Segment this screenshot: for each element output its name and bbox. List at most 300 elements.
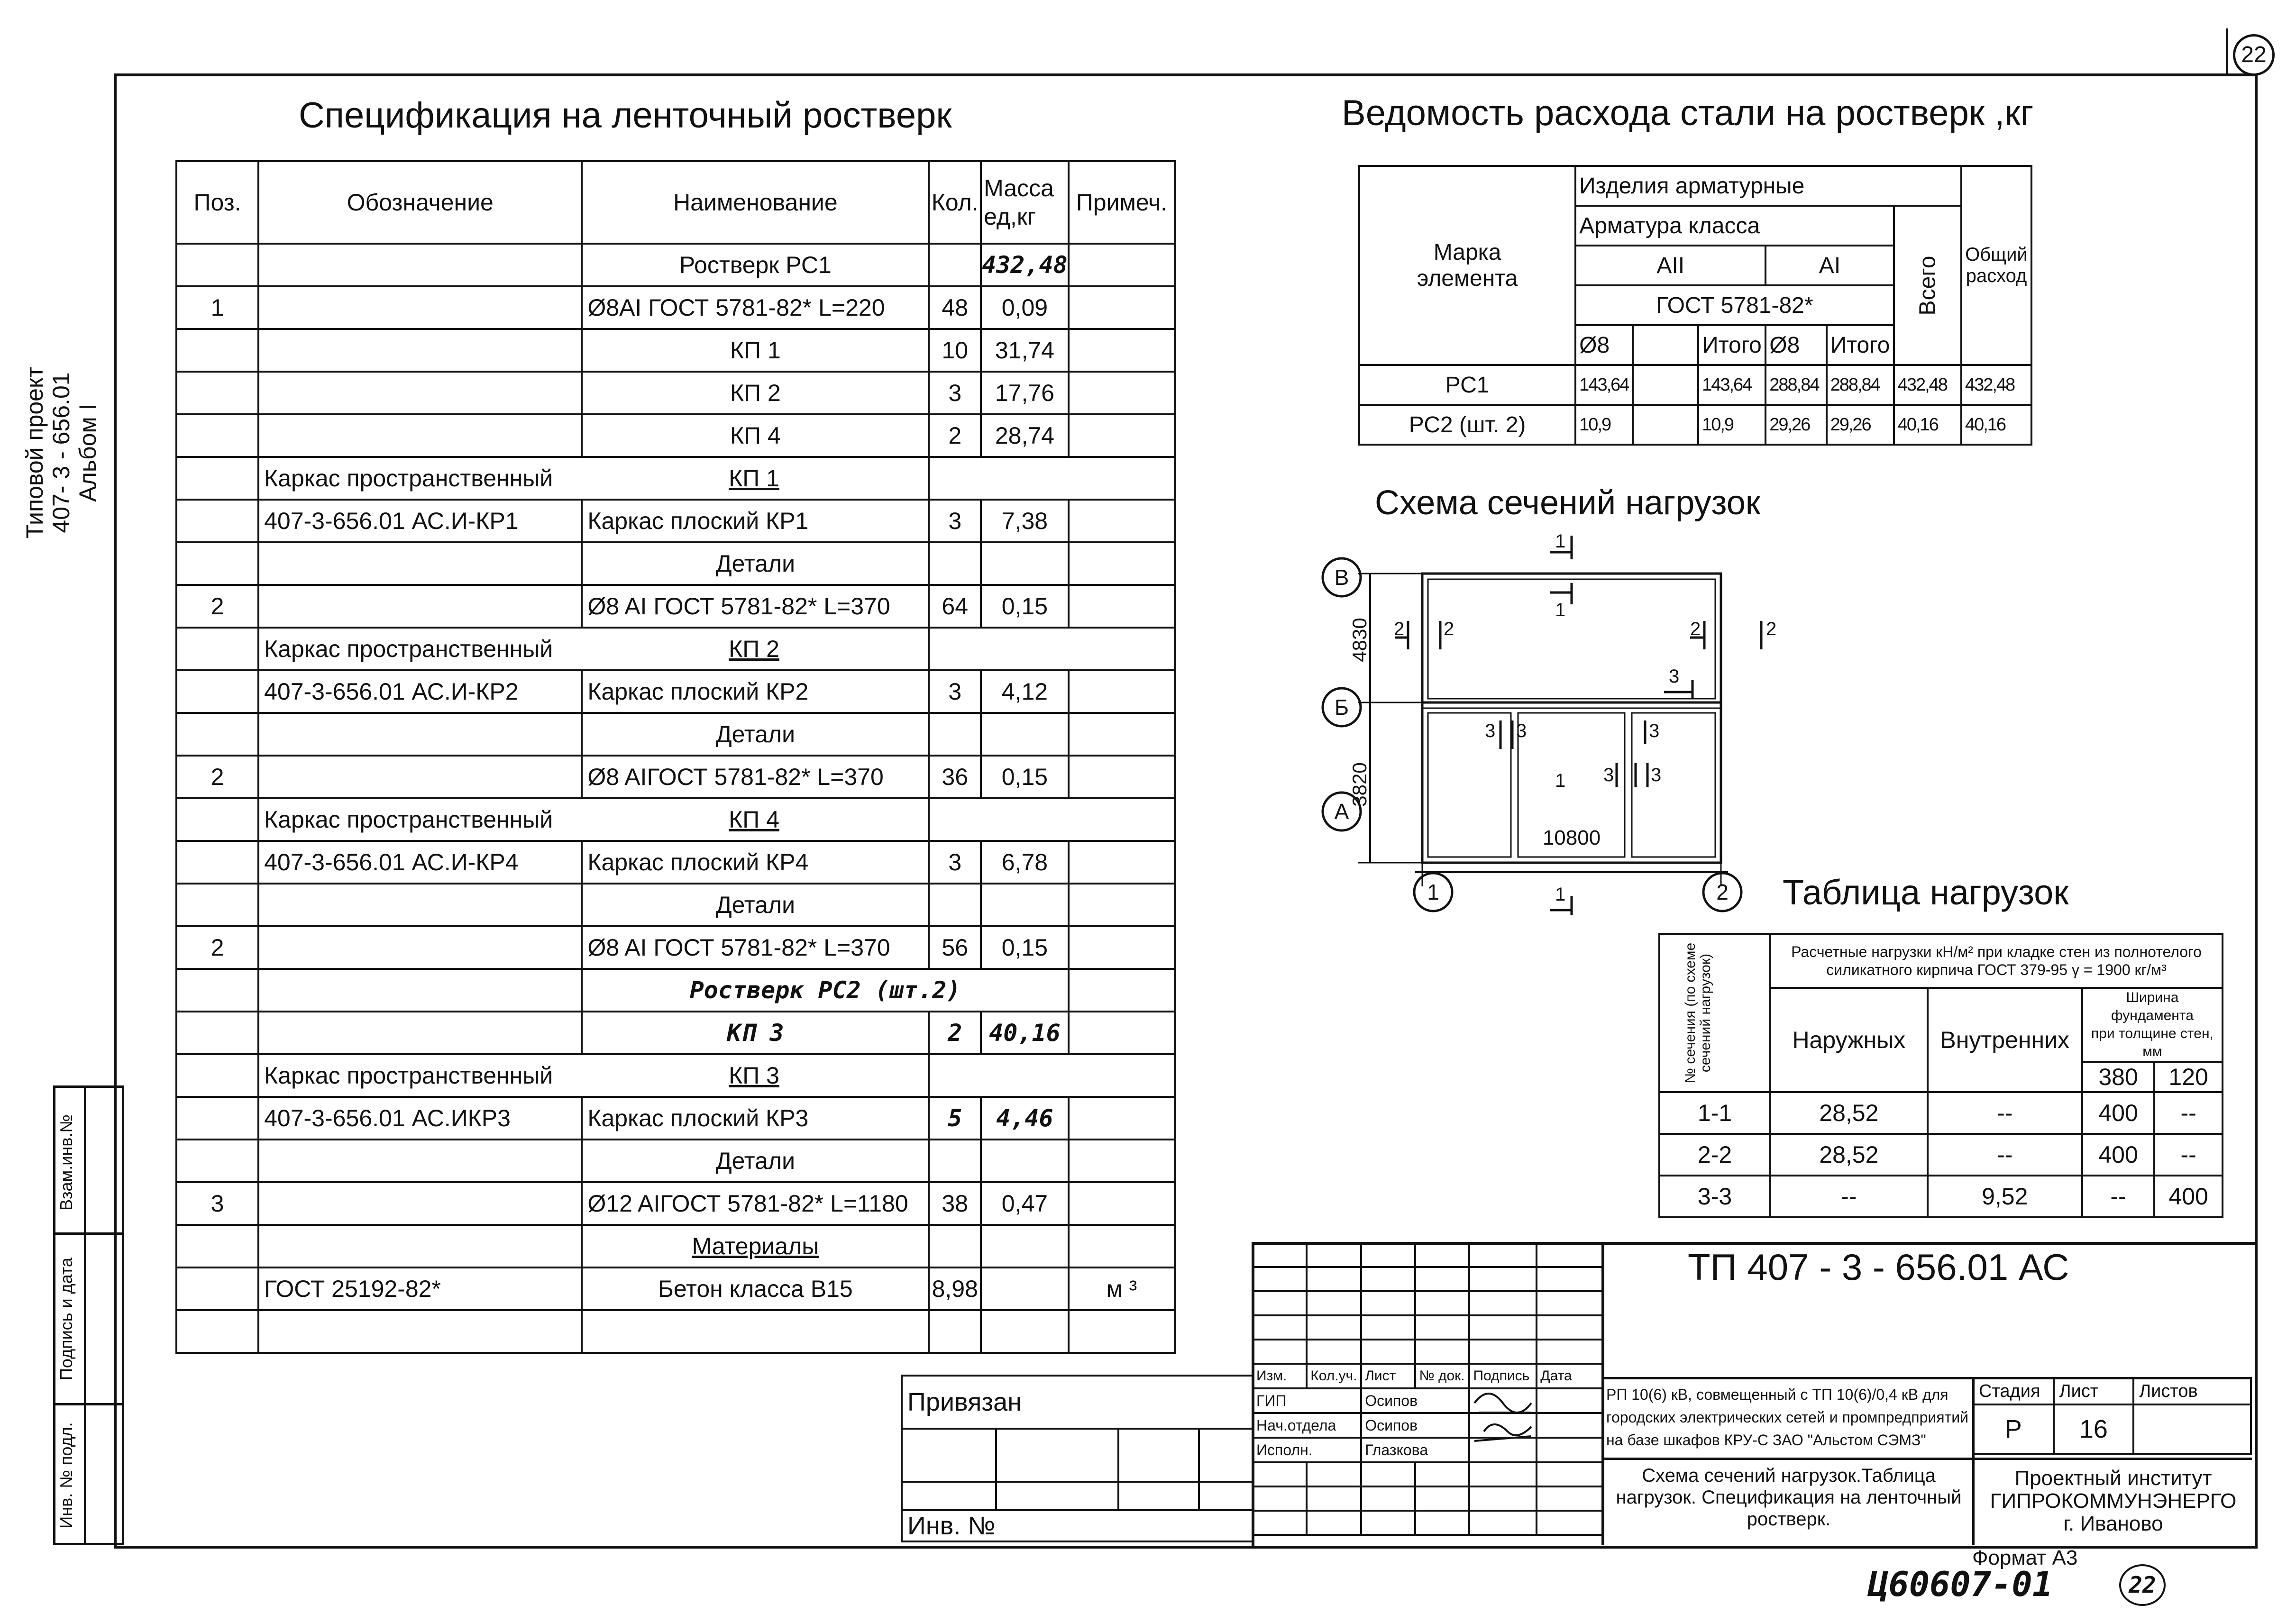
- spec-pos: [176, 1225, 258, 1267]
- scheme-room1: [1428, 713, 1511, 857]
- loads-width-l2: при толщине стен, мм: [2091, 1026, 2214, 1059]
- steel-aii-blank: [1633, 365, 1698, 405]
- loads-w120: 400: [2154, 1176, 2223, 1217]
- stamp-blank-cell: [1415, 1315, 1469, 1340]
- side-project-line2: 407- 3 - 656.01: [48, 372, 74, 533]
- stamp-org-l1: Проектный институт: [2014, 1467, 2212, 1490]
- spec-note: [1069, 585, 1175, 628]
- sec-label-2d: 2: [1766, 619, 1777, 639]
- spec-note: [1069, 884, 1175, 926]
- spec-designation: [258, 372, 582, 414]
- side-stamp-sign-date: Подпись и дата: [56, 1258, 76, 1380]
- spec-pos: [176, 1140, 258, 1182]
- stamp-blank-cell: [1253, 1511, 1307, 1535]
- spec-designation: [258, 1182, 582, 1225]
- side-stamp-divider: [84, 1088, 86, 1543]
- steel-ai-d8: 288,84: [1765, 365, 1826, 405]
- spec-pos: [176, 414, 258, 457]
- spec-name: Ø8 AI ГОСТ 5781-82* L=370: [582, 926, 929, 969]
- spec-table: [175, 160, 1176, 1354]
- spec-qty: 10: [929, 329, 981, 372]
- spec-mass: 4,46: [981, 1097, 1069, 1140]
- spec-group-blank: [929, 798, 1175, 841]
- spec-group-name: КП 1: [729, 465, 779, 492]
- spec-name: КП 2: [582, 372, 929, 414]
- spec-note: [1069, 713, 1175, 756]
- stamp-object: [1606, 1383, 1971, 1451]
- spec-name: Ростверк РС2 (шт.2): [582, 969, 1068, 1012]
- stamp-blank-cell: [1537, 1243, 1603, 1267]
- steel-aii-d8: 10,9: [1575, 405, 1633, 445]
- side-stamp-replace: Взам.инв.№: [56, 1114, 76, 1211]
- loads-row: [1659, 1176, 2223, 1217]
- steel-aii-blank: [1633, 325, 1698, 365]
- spec-name: Каркас плоский КР1: [582, 500, 929, 542]
- steel-overall-header: [1961, 166, 2031, 365]
- stamp-blank-cell: [1307, 1340, 1361, 1364]
- steel-overall-l1: Общий: [1965, 244, 2028, 265]
- stamp-linked-block: [901, 1375, 1254, 1542]
- spec-qty: 3: [929, 500, 981, 542]
- stamp-doc-title: [1606, 1465, 1971, 1530]
- stamp-role-row: [1253, 1388, 1603, 1413]
- spec-row: [176, 969, 1175, 1012]
- stamp-header-cell: Изм.: [1253, 1364, 1307, 1388]
- stamp-archive: Ц60607-01: [1868, 1564, 2053, 1604]
- stamp-header-row: [1253, 1364, 1603, 1388]
- sec-label-3f: 3: [1651, 765, 1662, 785]
- spec-h-mass-l2: ед,кг: [984, 203, 1036, 230]
- stamp-org: [1975, 1467, 2252, 1535]
- stamp-blank-cell: [1361, 1267, 1415, 1291]
- spec-h-pos: Поз.: [176, 161, 258, 244]
- scheme-svg: [1313, 521, 1811, 915]
- steel-total: 40,16: [1894, 405, 1961, 445]
- stamp-blank-row: [1253, 1243, 1603, 1267]
- spec-mass: 7,38: [981, 500, 1069, 542]
- spec-mass: [981, 1267, 1069, 1310]
- spec-note: [1069, 1225, 1175, 1267]
- loads-inner: --: [1928, 1134, 2082, 1176]
- stamp-hline-title: [1601, 1458, 2252, 1460]
- sec-label-1b: 1: [1555, 600, 1566, 620]
- side-stamp: [53, 1085, 124, 1545]
- page-number-circle: [2233, 34, 2275, 76]
- loads-row: [1659, 1134, 2223, 1176]
- spec-group-label: Каркас пространственный: [264, 636, 553, 662]
- loads-sec: 2-2: [1659, 1134, 1770, 1176]
- stamp-stage: Р: [1973, 1404, 2054, 1454]
- spec-header-row: [176, 161, 1175, 244]
- spec-pos: [176, 542, 258, 585]
- stamp-blank-cell: [1415, 1486, 1469, 1511]
- spec-group-label: Каркас пространственный: [264, 1062, 553, 1089]
- spec-pos: 2: [176, 926, 258, 969]
- stamp-sheets: [2133, 1404, 2251, 1454]
- spec-qty: 36: [929, 756, 981, 798]
- spec-note: [1069, 244, 1175, 286]
- spec-note: [1069, 372, 1175, 414]
- stamp-role-name: Осипов: [1361, 1413, 1469, 1438]
- spec-designation: [258, 884, 582, 926]
- spec-designation: [258, 329, 582, 372]
- stamp-blank-cell: [1537, 1340, 1603, 1364]
- spec-pos: [176, 1267, 258, 1310]
- steel-table: [1358, 165, 2032, 446]
- spec-group-blank: [929, 628, 1175, 670]
- spec-row: [176, 372, 1175, 414]
- spec-row: [176, 926, 1175, 969]
- spec-name: Материалы: [582, 1225, 929, 1267]
- spec-group-label: Каркас пространственный: [264, 465, 553, 492]
- spec-name: Детали: [582, 713, 929, 756]
- stamp-blank-cell: [1361, 1243, 1415, 1267]
- spec-row: [176, 1182, 1175, 1225]
- stamp-linked: Привязан: [902, 1376, 1253, 1429]
- stamp-blank-cell: [1469, 1340, 1537, 1364]
- spec-qty: [929, 884, 981, 926]
- spec-mass: 0,15: [981, 926, 1069, 969]
- spec-pos: [176, 1012, 258, 1054]
- steel-aii-d8: Ø8: [1575, 325, 1633, 365]
- spec-row: [176, 244, 1175, 286]
- steel-row: [1359, 405, 2031, 445]
- stamp-role: Нач.отдела: [1253, 1413, 1361, 1438]
- spec-mass: 0,47: [981, 1182, 1069, 1225]
- spec-pos: [176, 884, 258, 926]
- loads-width-header: [2082, 988, 2223, 1062]
- steel-mark: РС1: [1359, 365, 1575, 405]
- spec-note: [1069, 286, 1175, 329]
- stamp-format: Формат А3: [1972, 1546, 2078, 1569]
- stamp-blank-cell: [1469, 1486, 1537, 1511]
- side-stamp-inv: Инв. № подл.: [56, 1422, 76, 1529]
- spec-qty: 2: [929, 1012, 981, 1054]
- spec-pos: [176, 969, 258, 1012]
- steel-total: 432,48: [1894, 365, 1961, 405]
- spec-row: [176, 841, 1175, 884]
- spec-row: [176, 1097, 1175, 1140]
- spec-qty: 38: [929, 1182, 981, 1225]
- loads-header: [1770, 934, 2223, 988]
- loads-header-l2: силикатного кирпича ГОСТ 379-95 γ = 1900 кг/м³: [1826, 961, 2167, 978]
- steel-aii-total: 143,64: [1698, 365, 1765, 405]
- stamp-header-cell: Подпись: [1469, 1364, 1537, 1388]
- section-3-right: [1645, 720, 1647, 787]
- loads-w380: --: [2082, 1176, 2154, 1217]
- sec-label-1d: 1: [1555, 884, 1566, 905]
- spec-designation: [258, 969, 582, 1012]
- steel-aii-total: 10,9: [1698, 405, 1765, 445]
- steel-ai-d8: 29,26: [1765, 405, 1826, 445]
- loads-w380: 400: [2082, 1134, 2154, 1176]
- stamp-blank-cell: [1537, 1315, 1603, 1340]
- sec-label-3c: 3: [1516, 720, 1527, 741]
- spec-designation: [258, 756, 582, 798]
- stamp-role: ГИП: [1253, 1388, 1361, 1413]
- loads-section-label: № сечения (по схеме сечений нагрузок): [1683, 942, 1713, 1084]
- spec-designation: [258, 713, 582, 756]
- spec-note: м ³: [1069, 1267, 1175, 1310]
- sec-label-1a: 1: [1555, 531, 1566, 552]
- spec-qty: [929, 244, 981, 286]
- stamp-object-l2: городских электрических сетей и промпредприятий: [1606, 1409, 1969, 1426]
- stamp-blank-row: [1253, 1267, 1603, 1291]
- loads-inner: 9,52: [1928, 1176, 2082, 1217]
- stamp-sheet-label: Лист: [2054, 1378, 2134, 1404]
- stamp-blank-cell: [1537, 1486, 1603, 1511]
- stamp-blank-cell: [1253, 1486, 1307, 1511]
- stamp-doc-title-l1: Схема сечений нагрузок.Таблица: [1642, 1465, 1936, 1486]
- stamp-blank-cell: [1307, 1243, 1361, 1267]
- spec-mass: 17,76: [981, 372, 1069, 414]
- stamp-sheet: 16: [2054, 1404, 2134, 1454]
- stamp-blank-cell: [1469, 1267, 1537, 1291]
- spec-note: [1069, 1310, 1175, 1353]
- stamp-blank-row: [1253, 1315, 1603, 1340]
- stamp-header-cell: Лист: [1361, 1364, 1415, 1388]
- loads-inner-header: Внутренних: [1928, 988, 2082, 1092]
- stamp-code: ТП 407 - 3 - 656.01 АС: [1688, 1246, 2069, 1288]
- spec-row: [176, 1012, 1175, 1054]
- side-project-line1: Типовой проект: [21, 366, 48, 539]
- side-project-label: [21, 334, 111, 571]
- spec-mass: 31,74: [981, 329, 1069, 372]
- loads-w120: --: [2154, 1092, 2223, 1134]
- steel-overall-l2: расход: [1966, 265, 2027, 286]
- dim-width: 10800: [1542, 826, 1601, 849]
- stamp-blank-cell: [1415, 1291, 1469, 1315]
- dim-bottom: 3820: [1348, 762, 1371, 807]
- spec-pos: [176, 841, 258, 884]
- stamp-inv: Инв. №: [902, 1510, 1253, 1541]
- steel-overall: 40,16: [1961, 405, 2031, 445]
- stamp-doc-title-l3: ростверк.: [1747, 1509, 1831, 1530]
- stamp-role-name: Глазкова: [1361, 1438, 1469, 1462]
- spec-designation: [258, 926, 582, 969]
- spec-name: Каркас плоский КР2: [582, 670, 929, 713]
- spec-qty: 3: [929, 841, 981, 884]
- spec-group-blank: [929, 457, 1175, 500]
- spec-pos: 2: [176, 756, 258, 798]
- loads-table: [1658, 933, 2223, 1218]
- spec-mass: 0,09: [981, 286, 1069, 329]
- sec-label-3d: 3: [1603, 765, 1614, 785]
- spec-designation: [258, 286, 582, 329]
- sec-label-1c: 1: [1555, 770, 1566, 791]
- sec-label-3a: 3: [1669, 666, 1680, 687]
- spec-pos: [176, 329, 258, 372]
- spec-row: [176, 585, 1175, 628]
- spec-name: Детали: [582, 884, 929, 926]
- spec-pos: [176, 713, 258, 756]
- spec-qty: 56: [929, 926, 981, 969]
- stamp-blank-cell: [1361, 1315, 1415, 1340]
- spec-row: [176, 884, 1175, 926]
- spec-pos: 2: [176, 585, 258, 628]
- loads-sec: 3-3: [1659, 1176, 1770, 1217]
- spec-name: Ø8 AIГОСТ 5781-82* L=370: [582, 756, 929, 798]
- stamp-blank-cell: [1415, 1243, 1469, 1267]
- sec-label-2c: 2: [1690, 619, 1701, 639]
- steel-row: [1359, 365, 2031, 405]
- loads-section-header: [1659, 934, 1770, 1092]
- steel-rebar-class: Арматура класса: [1575, 206, 1894, 246]
- spec-pos: [176, 1310, 258, 1353]
- spec-qty: 5: [929, 1097, 981, 1140]
- spec-row: [176, 1054, 1175, 1097]
- spec-group: [258, 457, 929, 500]
- spec-row: [176, 798, 1175, 841]
- stamp-header-cell: Кол.уч.: [1307, 1364, 1361, 1388]
- spec-note: [1069, 969, 1175, 1012]
- steel-title: Ведомость расхода стали на ростверк ,кг: [1342, 93, 2034, 133]
- loads-outer: 28,52: [1770, 1092, 1928, 1134]
- stamp-blank-cell: [1537, 1291, 1603, 1315]
- spec-pos: [176, 628, 258, 670]
- spec-pos: 1: [176, 286, 258, 329]
- loads-w380: 380: [2082, 1062, 2154, 1092]
- spec-note: [1069, 500, 1175, 542]
- spec-group-name: КП 2: [729, 636, 779, 662]
- stamp-blank-cell: [1307, 1315, 1361, 1340]
- steel-products: Изделия арматурные: [1575, 166, 1961, 206]
- dim-top: 4830: [1348, 618, 1371, 662]
- axis-label-v: В: [1334, 565, 1349, 590]
- spec-mass: 432,48: [981, 244, 1069, 286]
- stamp-blank-cell: [1307, 1462, 1361, 1486]
- loads-row: [1659, 1092, 2223, 1134]
- stamp-blank-cell: [1253, 1315, 1307, 1340]
- stamp-blank-cell: [1537, 1267, 1603, 1291]
- loads-outer: --: [1770, 1176, 1928, 1217]
- spec-row: [176, 329, 1175, 372]
- spec-name: Ростверк РС1: [582, 244, 929, 286]
- stamp-blank-cell: [1469, 1462, 1537, 1486]
- section-3-mid: [1617, 763, 1636, 787]
- stamp-blank-cell: [1253, 1243, 1307, 1267]
- spec-note: [1069, 841, 1175, 884]
- stamp-blank-cell: [1469, 1511, 1537, 1535]
- axis-label-b: Б: [1334, 695, 1349, 720]
- stamp-stage-label: Стадия: [1973, 1378, 2054, 1404]
- spec-designation: [258, 542, 582, 585]
- stamp-blank-cell: [1361, 1462, 1415, 1486]
- spec-row: [176, 457, 1175, 500]
- spec-row: [176, 628, 1175, 670]
- stamp-blank-cell: [1415, 1340, 1469, 1364]
- spec-group: [258, 1054, 929, 1097]
- spec-note: [1069, 670, 1175, 713]
- spec-qty: [929, 1225, 981, 1267]
- spec-pos: [176, 500, 258, 542]
- stamp-org-l3: г. Иваново: [2063, 1512, 2163, 1535]
- stamp-blank-cell: [1253, 1291, 1307, 1315]
- spec-row: [176, 756, 1175, 798]
- stamp-blank-cell: [1469, 1315, 1537, 1340]
- page-number: 22: [2241, 42, 2267, 67]
- spec-name: Бетон класса В15: [582, 1267, 929, 1310]
- spec-name: КП 1: [582, 329, 929, 372]
- loads-w380: 400: [2082, 1092, 2154, 1134]
- spec-row: [176, 1310, 1175, 1353]
- spec-mass: 6,78: [981, 841, 1069, 884]
- spec-note: [1069, 1097, 1175, 1140]
- spec-name: Ø12 AIГОСТ 5781-82* L=1180: [582, 1182, 929, 1225]
- stamp-blank-cell: [1361, 1486, 1415, 1511]
- stamp-role-row: [1253, 1413, 1603, 1438]
- steel-mark-header: [1359, 166, 1575, 365]
- spec-mass: [981, 884, 1069, 926]
- stamp-blank-cell: [1361, 1340, 1415, 1364]
- stamp-blank-cell: [1361, 1511, 1415, 1535]
- stamp-archive-page: 22: [2129, 1572, 2156, 1598]
- spec-pos: [176, 372, 258, 414]
- spec-group-name: КП 4: [729, 806, 779, 833]
- loads-outer: 28,52: [1770, 1134, 1928, 1176]
- spec-designation: [258, 1310, 582, 1353]
- spec-group-blank: [929, 1054, 1175, 1097]
- spec-qty: 64: [929, 585, 981, 628]
- stamp-role: Исполн.: [1253, 1438, 1361, 1462]
- steel-gost: ГОСТ 5781-82*: [1575, 285, 1894, 325]
- spec-name: Ø8 AI ГОСТ 5781-82* L=370: [582, 585, 929, 628]
- spec-mass: 0,15: [981, 756, 1069, 798]
- spec-designation: [258, 414, 582, 457]
- steel-total-label: Всего: [1915, 255, 1940, 315]
- spec-designation: 407-3-656.01 АС.И-КР2: [258, 670, 582, 713]
- stamp-blank-cell: [1253, 1462, 1307, 1486]
- spec-mass: [981, 713, 1069, 756]
- spec-group-label: Каркас пространственный: [264, 806, 553, 833]
- stamp-blank-cell: [1537, 1511, 1603, 1535]
- spec-qty: [929, 1310, 981, 1353]
- axis-label-1: 1: [1427, 880, 1439, 904]
- stamp-blank-cell: [1307, 1486, 1361, 1511]
- steel-mark-l1: Марка: [1433, 240, 1501, 265]
- spec-qty: [929, 542, 981, 585]
- stamp-header-cell: № док.: [1415, 1364, 1469, 1388]
- stamp-org-l2: ГИПРОКОММУНЭНЕРГО: [1990, 1489, 2237, 1513]
- spec-h-mass: [981, 161, 1069, 244]
- stamp-blank-row: [1253, 1486, 1603, 1511]
- steel-aii-d8: 143,64: [1575, 365, 1633, 405]
- spec-row: [176, 286, 1175, 329]
- sec-label-2a: 2: [1394, 619, 1405, 639]
- spec-qty: [929, 1140, 981, 1182]
- spec-row: [176, 500, 1175, 542]
- stamp-blank-cell: [1307, 1291, 1361, 1315]
- spec-row: [176, 414, 1175, 457]
- spec-note: [1069, 1182, 1175, 1225]
- spec-qty: 8,98: [929, 1267, 981, 1310]
- sec-label-3e: 3: [1649, 720, 1660, 741]
- spec-qty: 48: [929, 286, 981, 329]
- stamp-signature-grid: [1252, 1242, 1604, 1536]
- steel-mark-l2: элемента: [1417, 266, 1518, 291]
- stamp-stage-table: [1972, 1377, 2252, 1455]
- steel-ai-d8: Ø8: [1765, 325, 1826, 365]
- spec-name: Каркас плоский КР3: [582, 1097, 929, 1140]
- spec-note: [1069, 926, 1175, 969]
- spec-name: Ø8AI ГОСТ 5781-82* L=220: [582, 286, 929, 329]
- spec-designation: [258, 1225, 582, 1267]
- loads-header-l1: Расчетные нагрузки кН/м² при кладке стен из полнотелого: [1791, 943, 2202, 960]
- signature-scribbles: [1465, 1384, 1550, 1455]
- loads-outer-header: Наружных: [1770, 988, 1928, 1092]
- stamp-blank-cell: [1415, 1267, 1469, 1291]
- stamp-blank-cell: [1253, 1267, 1307, 1291]
